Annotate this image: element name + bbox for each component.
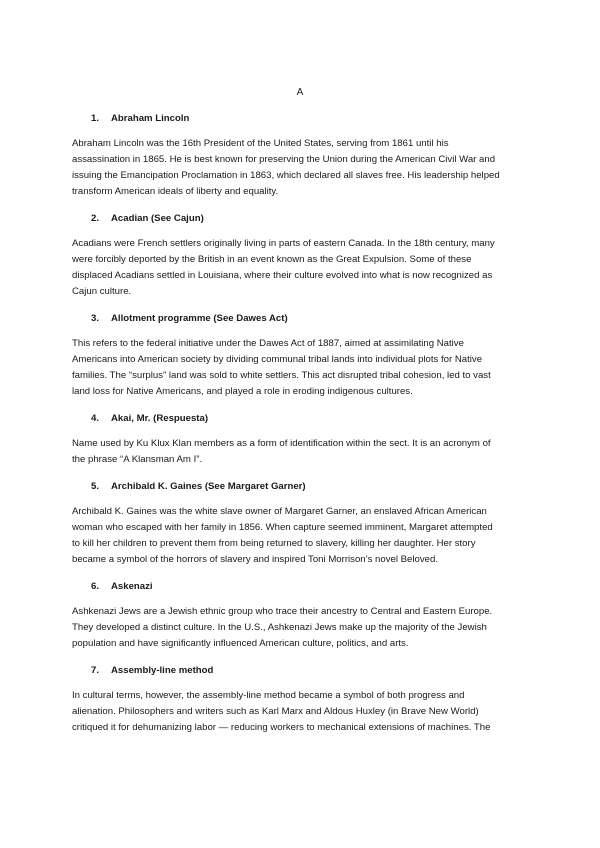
entry-title: Assembly-line method (111, 665, 214, 676)
section-letter: A (296, 87, 304, 98)
body-line: land loss for Native Americans, and played a role in eroding indigenous cultures. (72, 386, 413, 397)
body-line: Cajun culture. (72, 286, 132, 297)
body-line: issuing the Emancipation Proclamation in 1863, which declared all slaves free. His leadership helped (72, 170, 500, 181)
entry-body (72, 688, 528, 736)
entry-number: 1. (91, 113, 100, 124)
entry-heading (72, 664, 528, 678)
body-line: Ashkenazi Jews are a Jewish ethnic group who trace their ancestry to Central and Eastern Europe. (72, 606, 493, 617)
glossary-entry (72, 480, 528, 568)
body-line: They developed a distinct culture. In the U.S., Ashkenazi Jews make up the majority of the Jewish (72, 622, 487, 633)
glossary-entry (72, 412, 528, 468)
body-line: critiqued it for dehumanizing labor — reducing workers to mechanical extensions of machines. The (72, 722, 491, 733)
body-line: Abraham Lincoln was the 16th President of the United States, serving from 1861 until his (72, 138, 449, 149)
body-line: Name used by Ku Klux Klan members as a form of identification within the sect. It is an acronym of (72, 438, 491, 449)
entry-title: Askenazi (111, 581, 153, 592)
entry-body (72, 236, 528, 300)
body-line: Acadians were French settlers originally living in parts of eastern Canada. In the 18th century, many (72, 238, 495, 249)
entry-number: 3. (91, 313, 100, 324)
entry-heading (72, 412, 528, 426)
glossary-entries (72, 112, 528, 748)
body-line: became a symbol of the horrors of slavery and inspired Toni Morrison’s novel Beloved. (72, 554, 438, 565)
entry-body (72, 436, 528, 468)
body-line: population and have significantly influenced American culture, politics, and arts. (72, 638, 409, 649)
glossary-entry (72, 112, 528, 200)
glossary-entry (72, 664, 528, 736)
entry-heading (72, 212, 528, 226)
glossary-entry (72, 212, 528, 300)
entry-heading (72, 580, 528, 594)
entry-title: Abraham Lincoln (111, 113, 190, 124)
body-line: assassination in 1865. He is best known for preserving the Union during the American Civil War and (72, 154, 496, 165)
entry-heading (72, 112, 528, 126)
body-line: were forcibly deported by the British in an event known as the Great Expulsion. Some of these (72, 254, 472, 265)
entry-number: 2. (91, 213, 100, 224)
entry-number: 5. (91, 481, 100, 492)
body-line: alienation. Philosophers and writers such as Karl Marx and Aldous Huxley (in Brave New World) (72, 706, 479, 717)
body-line: Americans into American society by dividing communal tribal lands into individual plots for Native (72, 354, 483, 365)
glossary-entry (72, 580, 528, 652)
entry-heading (72, 312, 528, 326)
entry-body (72, 136, 528, 200)
glossary-entry (72, 312, 528, 400)
body-line: the phrase “A Klansman Am I”. (72, 454, 203, 465)
body-line: woman who escaped with her family in 1856. When capture seemed imminent, Margaret attempted (72, 522, 493, 533)
entry-title: Acadian (See Cajun) (111, 213, 204, 224)
entry-body (72, 604, 528, 652)
entry-body (72, 336, 528, 400)
body-line: to kill her children to prevent them from being returned to slavery, killing her daughter. Her story (72, 538, 476, 549)
body-line: This refers to the federal initiative under the Dawes Act of 1887, aimed at assimilating Native (72, 338, 464, 349)
entry-number: 4. (91, 413, 100, 424)
entry-body (72, 504, 528, 568)
entry-number: 7. (91, 665, 100, 676)
body-line: transform American ideals of liberty and equality. (72, 186, 279, 197)
body-line: displaced Acadians settled in Louisiana, where their culture evolved into what is now recognized as (72, 270, 493, 281)
entry-title: Archibald K. Gaines (See Margaret Garner) (111, 481, 306, 492)
body-line: Archibald K. Gaines was the white slave owner of Margaret Garner, an enslaved African American (72, 506, 487, 517)
entry-title: Allotment programme (See Dawes Act) (111, 313, 288, 324)
body-line: families. The “surplus” land was sold to white settlers. This act disrupted tribal cohesion, led to vast (72, 370, 491, 381)
entry-title: Akai, Mr. (Respuesta) (111, 413, 209, 424)
body-line: In cultural terms, however, the assembly-line method became a symbol of both progress and (72, 690, 465, 701)
entry-heading (72, 480, 528, 494)
entry-number: 6. (91, 581, 100, 592)
